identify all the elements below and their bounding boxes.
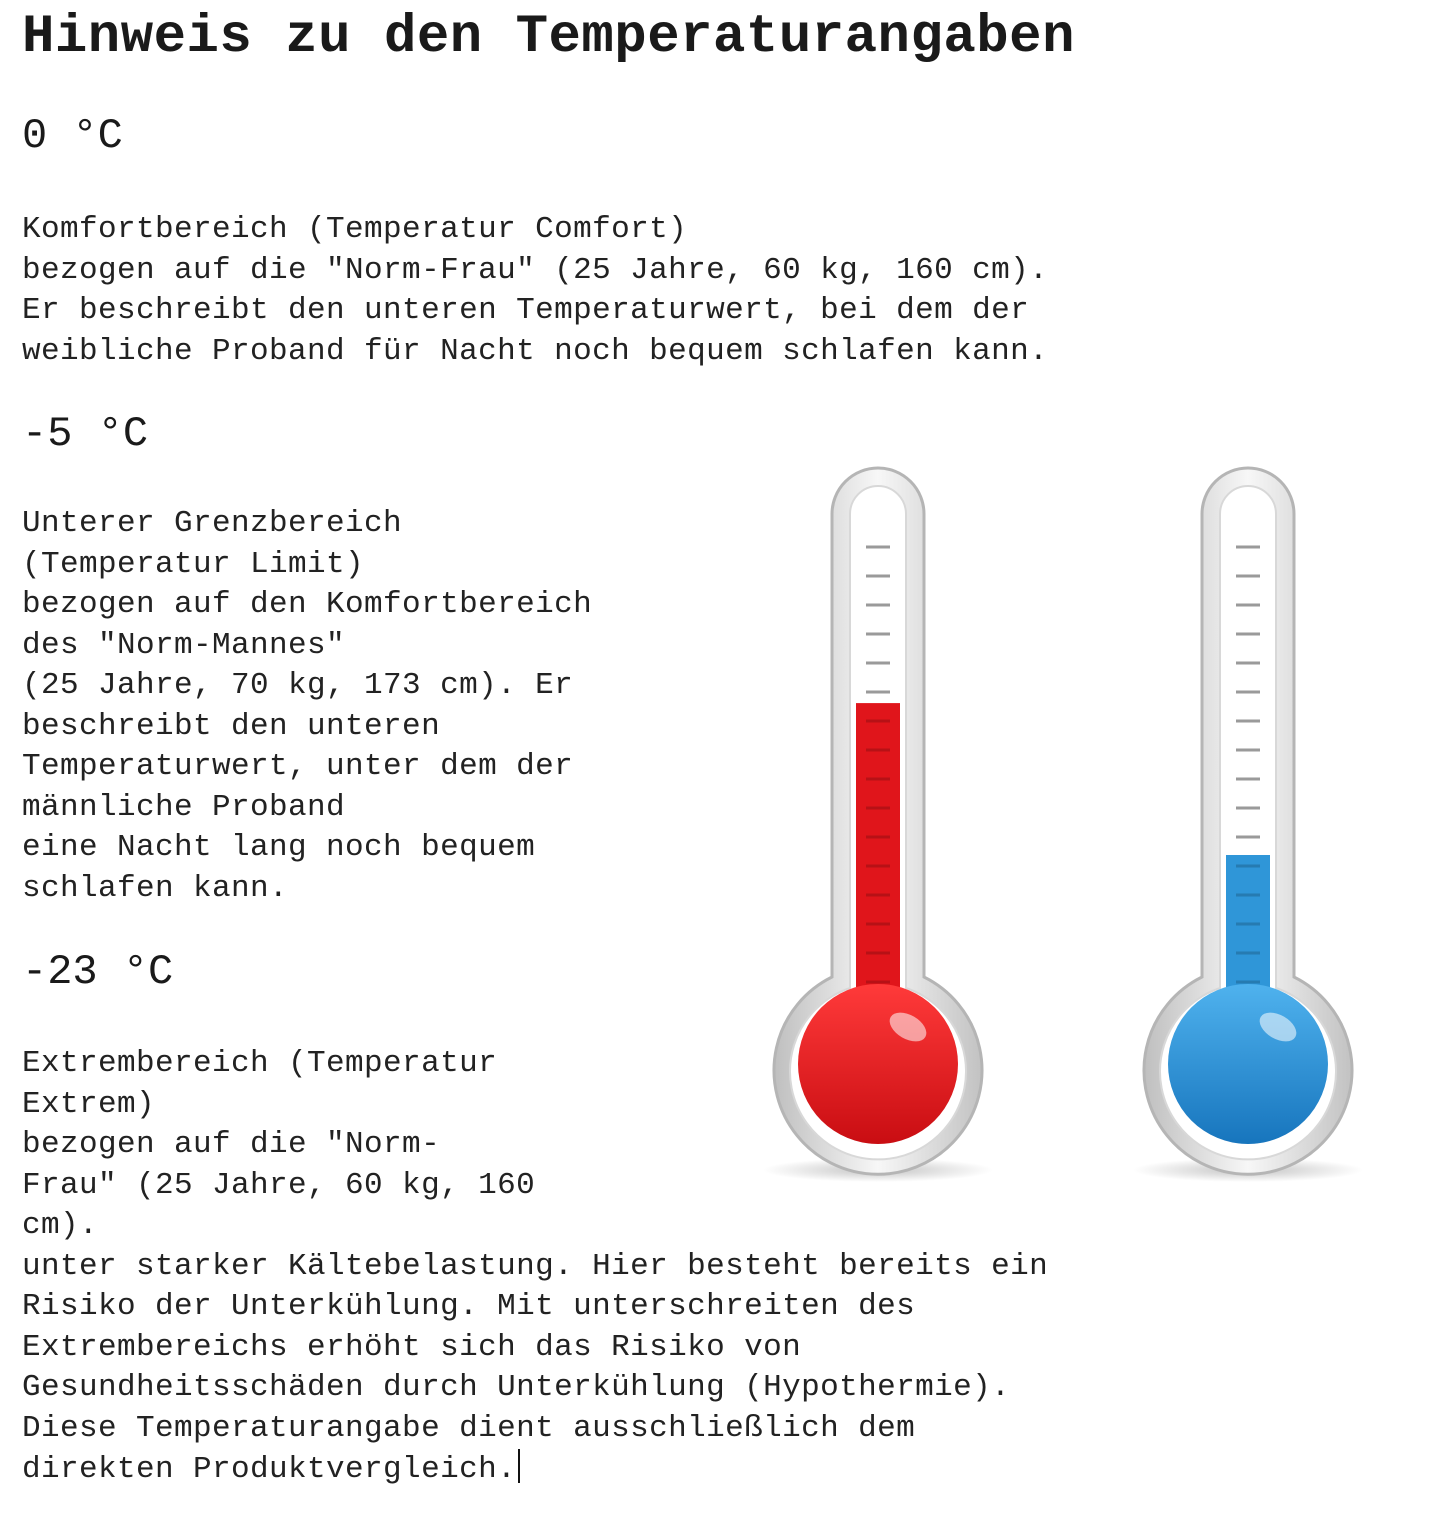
text-line: Risiko der Unterkühlung. Mit unterschreiten des xyxy=(22,1289,916,1324)
text-line: männliche Proband xyxy=(22,789,346,825)
text-line: bezogen auf die "Norm-Frau" (25 Jahre, 60 kg, 160 cm). xyxy=(22,252,1049,288)
text-line xyxy=(22,1449,1048,1491)
thermometer-cold-icon xyxy=(1130,462,1370,1192)
text-line: cm). xyxy=(22,1208,99,1243)
text-line: bezogen auf den Komfortbereich xyxy=(22,587,593,622)
mercury-bulb xyxy=(798,984,958,1144)
text-line: Frau" (25 Jahre, 60 kg, 160 xyxy=(22,1167,536,1203)
text-line: beschreibt den unteren xyxy=(22,708,441,744)
text-line: eine Nacht lang noch bequem xyxy=(22,830,536,865)
text-line: Unterer Grenzbereich xyxy=(22,506,403,541)
text-line: Extrembereichs erhöht sich das Risiko von xyxy=(22,1329,802,1365)
text-line: Diese Temperaturangabe dient ausschließlich dem xyxy=(22,1410,916,1446)
limit-description xyxy=(22,504,592,909)
text-line: Temperaturwert, unter dem der xyxy=(22,749,574,784)
text-line: weibliche Proband für Nacht noch bequem schlafen kann. xyxy=(22,333,1049,369)
text-line: bezogen auf die "Norm- xyxy=(22,1127,441,1162)
text-line: (25 Jahre, 70 kg, 173 cm). Er xyxy=(22,668,574,703)
text-line: Extrembereich (Temperatur xyxy=(22,1046,498,1081)
thermometer-hot-icon xyxy=(760,462,1000,1192)
text-line: des "Norm-Mannes" xyxy=(22,627,346,663)
temperature-limit: -5 °C xyxy=(22,410,149,458)
temperature-extreme: -23 °C xyxy=(22,948,174,996)
text-line: Gesundheitsschäden durch Unterkühlung (Hypothermie). xyxy=(22,1370,1011,1405)
mercury-bulb xyxy=(1168,984,1328,1144)
text-line-content: direkten Produktvergleich. xyxy=(22,1452,517,1487)
page-title: Hinweis zu den Temperaturangaben xyxy=(22,7,1075,68)
text-line: Er beschreibt den unteren Temperaturwert, bei dem der xyxy=(22,293,1030,328)
comfort-description xyxy=(22,210,1048,372)
temperature-comfort: 0 °C xyxy=(22,112,123,160)
text-line: schlafen kann. xyxy=(22,870,289,906)
text-line: Komfortbereich (Temperatur Comfort) xyxy=(22,212,688,247)
text-line: (Temperatur Limit) xyxy=(22,546,365,582)
text-line: Extrem) xyxy=(22,1086,156,1122)
text-cursor xyxy=(518,1449,520,1483)
text-line: unter starker Kältebelastung. Hier besteht bereits ein xyxy=(22,1248,1049,1284)
